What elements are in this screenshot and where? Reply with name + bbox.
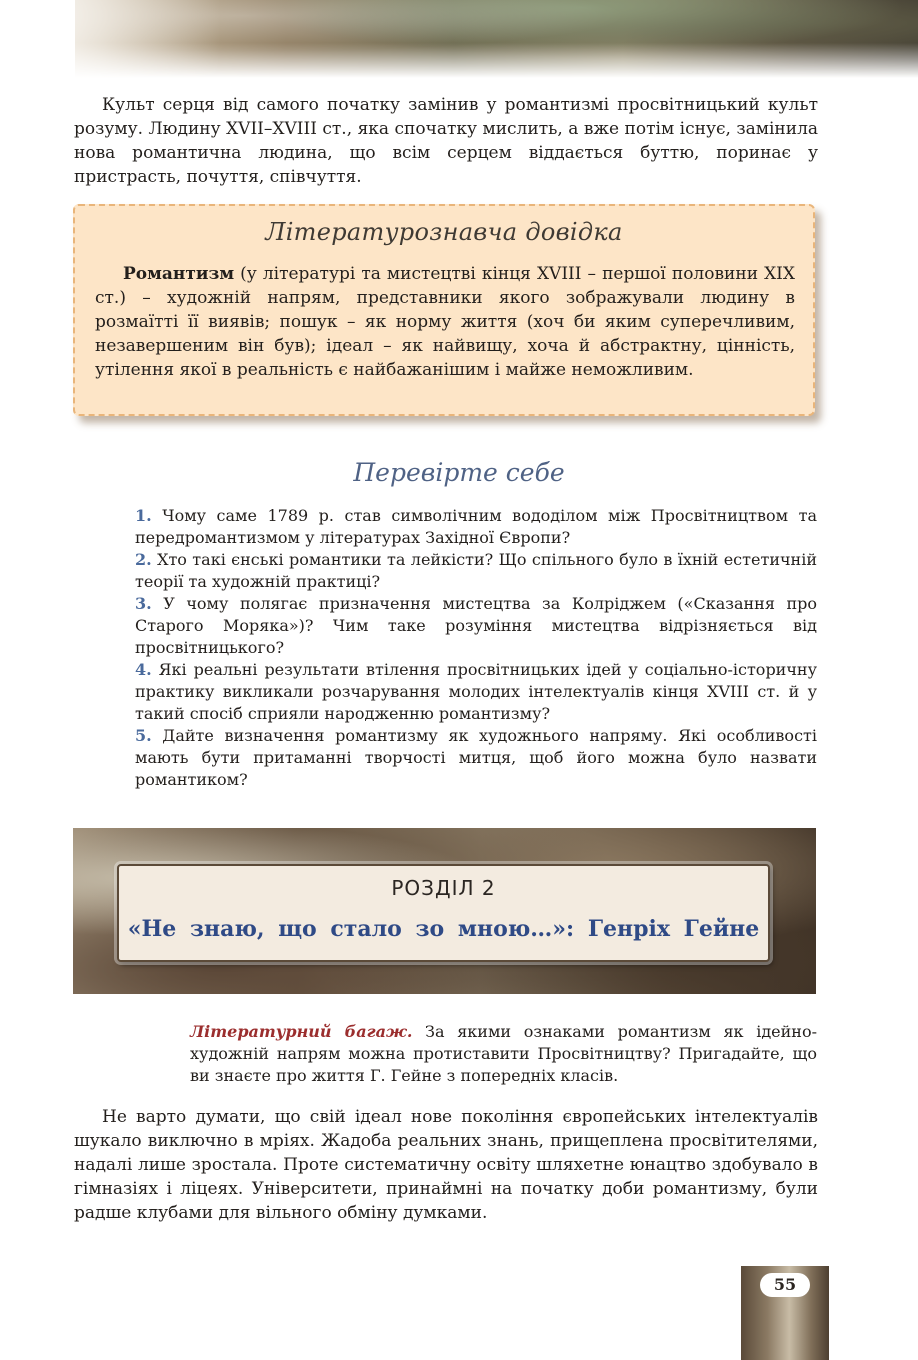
question-item bbox=[135, 725, 817, 791]
question-number: 4. bbox=[135, 660, 152, 679]
section-label: РОЗДІЛ 2 bbox=[391, 876, 496, 900]
reference-box-text bbox=[95, 262, 795, 382]
question-number: 3. bbox=[135, 594, 152, 613]
self-check-title: Перевірте себе bbox=[353, 458, 565, 487]
question-number: 2. bbox=[135, 550, 152, 569]
self-check-questions bbox=[135, 505, 817, 791]
question-text: Дайте визначення романтизму як художнього напряму. Які особливості мають бути притаманні творчості митця, щоб його можна було назвати романтиком? bbox=[135, 726, 817, 789]
page-number-tab bbox=[741, 1266, 829, 1360]
question-number: 1. bbox=[135, 506, 152, 525]
section-title: «Не знаю, що стало зо мною…»: Генріх Гейне bbox=[127, 916, 760, 942]
question-number: 5. bbox=[135, 726, 152, 745]
question-text: Хто такі єнські романтики та лейкісти? Що спільного було в їхній естетичній теорії та художній практиці? bbox=[135, 550, 817, 591]
question-item bbox=[135, 549, 817, 593]
question-text: У чому полягає призначення мистецтва за Колріджем («Сказання про Старого Моряка»)? Чим таке розуміння мистецтва відрізняється від просвітницького? bbox=[135, 594, 817, 657]
page-number: 55 bbox=[760, 1273, 810, 1297]
question-text: Які реальні результати втілення просвітницьких ідей у соціально-історичну практику викликали розчарування молодих інтелектуалів кінця XVIII ст. й у такий спосіб сприяли народженню романтизму? bbox=[135, 660, 817, 723]
literary-reference-box bbox=[73, 204, 815, 416]
literary-baggage-text: За якими ознаками романтизм як ідейно-художній напрям можна протиставити Просвітництву? Пригадайте, що ви знаєте про життя Г. Гейне з попередніх класів. bbox=[190, 1022, 818, 1085]
question-item bbox=[135, 505, 817, 549]
body-paragraph bbox=[74, 1105, 818, 1225]
header-fade bbox=[0, 0, 220, 78]
section-banner-plate bbox=[117, 864, 770, 962]
reference-term: Романтизм bbox=[123, 264, 235, 284]
reference-box-title: Літературознавча довідка bbox=[265, 218, 623, 246]
section-banner bbox=[73, 828, 816, 994]
intro-paragraph bbox=[74, 93, 818, 189]
literary-baggage bbox=[190, 1021, 817, 1087]
reference-definition: (у літературі та мистецтві кінця XVIII – першої половини XIX ст.) – художній напрям, представники якого зображували людину в розмаїтті її виявів; пошук – як норму життя (хоч би яким суперечливим, незавершеним він був); ідеал – як найвищу, хоча й абстрактну, цінність, утілення якої в реальність є найбажанішим і майже неможливим. bbox=[95, 264, 795, 380]
question-item bbox=[135, 659, 817, 725]
literary-baggage-label: Літературний багаж. bbox=[190, 1022, 413, 1041]
question-text: Чому саме 1789 р. став символічним вододілом між Просвітництвом та передромантизмом у літературах Західної Європи? bbox=[135, 506, 817, 547]
body-paragraph-text: Не варто думати, що свій ідеал нове покоління європейських інтелектуалів шукало виключно в мріях. Жадоба реальних знань, прищеплена просвітителями, надалі лише зростала. Проте систематичну освіту шляхетне юнацтво здобувало в гімназіях і ліцеях. Університети, принаймні на початку доби романтизму, були радше клубами для вільного обміну думками. bbox=[74, 1107, 818, 1223]
question-item bbox=[135, 593, 817, 659]
intro-paragraph-text: Культ серця від самого початку замінив у романтизмі просвітницький культ розуму. Людину XVII–XVIII ст., яка спочатку мислить, а вже потім існує, замінила нова романтична людина, що всім серцем віддається буттю, поринає у пристрасть, почуття, співчуття. bbox=[74, 95, 818, 187]
